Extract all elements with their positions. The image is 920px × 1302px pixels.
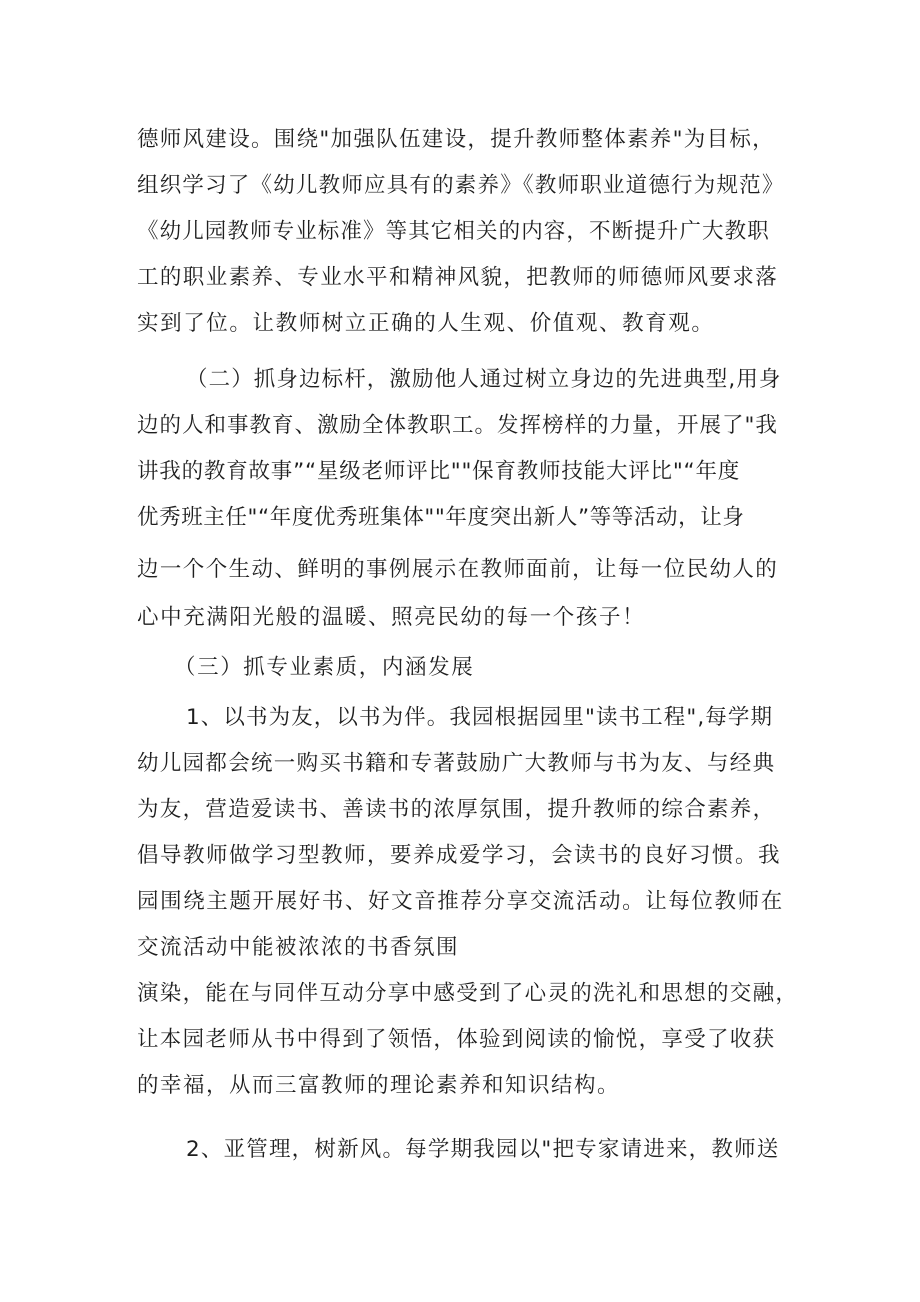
text-line: 的幸福，从而三富教师的理论素养和知识结构。 bbox=[137, 1073, 621, 1098]
text-line: 交流活动中能被浓浓的书香氛围 bbox=[137, 935, 460, 960]
text-line: 组织学习了《幼儿教师应具有的素养》《教师职业道德行为规范》 bbox=[137, 173, 785, 198]
text-line: 边的人和事教育、激励全体教职工。发挥榜样的力量，开展了"我 bbox=[137, 413, 778, 438]
text-line: 倡导教师做学习型教师，要养成爱学习，会读书的良好习惯。我 bbox=[137, 843, 782, 868]
text-line: 德师风建设。围绕"加强队伍建设，提升教师整体素养"为目标， bbox=[137, 127, 775, 152]
text-line: 园围绕主题开展好书、好文音推荐分享交流活动。让每位教师在 bbox=[137, 889, 784, 914]
text-line: 讲我的教育故事”“星级老师评比""保育教师技能大评比"“年度 bbox=[137, 459, 741, 484]
text-line: 心中充满阳光般的温暖、照亮民幼的每一个孩子！ bbox=[137, 605, 646, 630]
section-heading-2: （二）抓身边标杆，激励他人通过树立身边的先进典型,用身 bbox=[186, 367, 782, 392]
text-line: 演染，能在与同伴互动分享中感受到了心灵的洗礼和思想的交融， bbox=[137, 981, 799, 1006]
section-heading-3: （三）抓专业素质，内涵发展 bbox=[174, 655, 475, 680]
text-line: 工的职业素养、专业水平和精神风貌，把教师的师德师风要求落 bbox=[137, 265, 779, 290]
numbered-item-2: 2、亚管理，树新风。每学期我园以"把专家请进来，教师送 bbox=[186, 1137, 780, 1162]
text-line: 幼儿园都会统一购买书籍和专著鼓励广大教师与书为友、与经典 bbox=[137, 751, 776, 776]
text-line: 让本园老师从书中得到了领悟，体验到阅读的愉悦，享受了收获 bbox=[137, 1027, 776, 1052]
text-line: 为友，营造爱读书、善读书的浓厚氛围，提升教师的综合素养， bbox=[137, 797, 776, 822]
text-line: 边一个个生动、鲜明的事例展示在教师面前，让每一位民幼人的 bbox=[137, 557, 779, 582]
text-line: 实到了位。让教师树立正确的人生观、价值观、教育观。 bbox=[137, 311, 715, 336]
text-line: 优秀班主任"“年度优秀班集体""年度突出新人”等等活动，让身 bbox=[137, 505, 745, 530]
numbered-item-1: 1、以书为友，以书为伴。我园根据园里"读书工程",每学期 bbox=[186, 705, 774, 730]
text-line: 《幼儿园教师专业标准》等其它相关的内容，不断提升广大教职 bbox=[137, 219, 770, 244]
